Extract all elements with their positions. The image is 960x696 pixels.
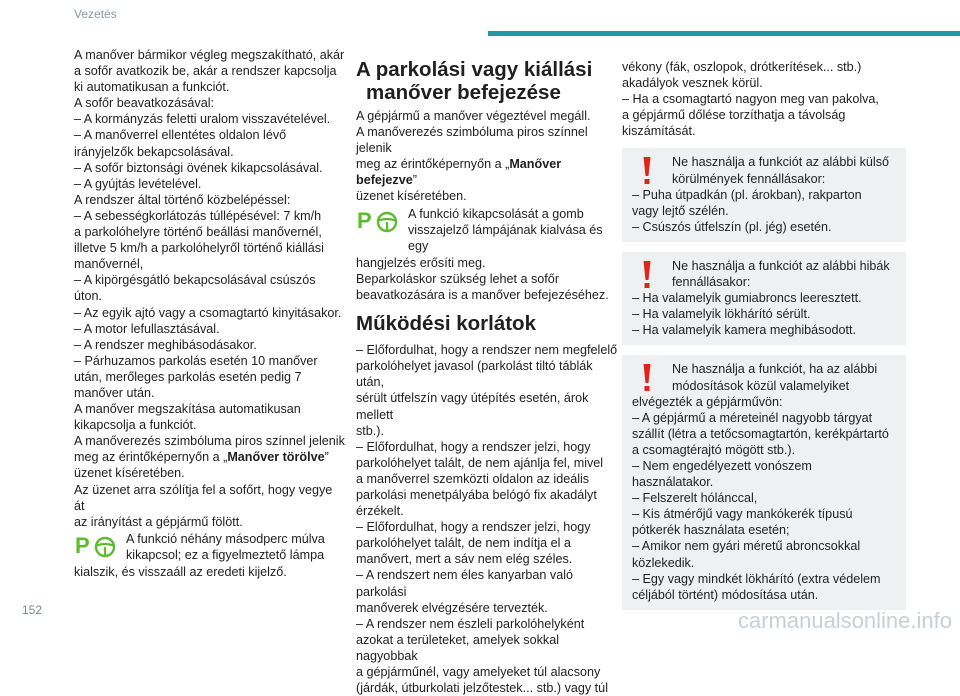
- text-line: az irányítást a gépjármű fölött.: [74, 514, 243, 529]
- text-line: beavatkozására is a manőver befejezéséhez.: [356, 288, 609, 303]
- warning-body-line: – Egy vagy mindkét lökhárító (extra védelem: [632, 571, 881, 586]
- text-line: – A rendszer meghibásodásakor.: [74, 337, 257, 352]
- icon-note-text: [126, 531, 346, 563]
- heading-parking-end: [356, 59, 620, 104]
- text-line: után, merőleges parkolás esetén pedig 7: [74, 369, 302, 384]
- park-assist-icon: [356, 207, 404, 233]
- text-line: visszajelző lámpájának kialvása és egy: [408, 222, 603, 253]
- quote-suffix: ”: [324, 450, 329, 465]
- heading-limitations: Működési korlátok: [356, 312, 536, 336]
- warning-head-line: Ne használja a funkciót, ha az alábbi: [672, 362, 878, 377]
- warning-box: [622, 148, 906, 241]
- text-line: akadályok vesznek körül.: [622, 76, 763, 91]
- limitation-line: – A rendszer nem észleli parkolóhelyként: [356, 616, 585, 631]
- text-line: – A motor lefullasztásával.: [74, 321, 220, 336]
- col2-after-quote: üzenet kíséretében.: [356, 189, 467, 204]
- quote-prefix: meg az érintőképernyőn a „: [356, 157, 510, 172]
- warning-body-line: a csomagtérajtó mögött stb.).: [632, 442, 796, 457]
- text-line: a parkolóhelyre történő beállási manővernél,: [74, 225, 322, 240]
- exclamation-warning-icon: [642, 156, 652, 186]
- warning-head-line: Ne használja a funkciót az alábbi külső: [672, 155, 890, 170]
- limitation-line: parkolóhelyet talált, de nem indítja el a: [356, 536, 571, 551]
- limitation-line: azokat a területeket, amelyek sokkal nagyobbak: [356, 632, 560, 663]
- col2-quote-line: [356, 156, 620, 188]
- text-line: A funkció néhány másodperc múlva: [126, 531, 325, 546]
- col1-icon-note: [74, 531, 346, 563]
- warning-head-line: körülmények fennállásakor:: [672, 171, 826, 186]
- limitation-line: a gépjárműnél, vagy amelyeket túl alacsony: [356, 665, 601, 679]
- text-line: Az üzenet arra szólítja fel a sofőrt, hogy vegye át: [74, 482, 333, 513]
- text-line: A rendszer által történő közbelépéssel:: [74, 192, 291, 207]
- limitation-line: – Előfordulhat, hogy a rendszer jelzi, hogy: [356, 520, 591, 535]
- text-line: A manőverezés szimbóluma piros színnel jelenik: [356, 125, 588, 156]
- svg-text:P: P: [357, 207, 372, 233]
- limitation-line: (járdák, útburkolati jelzőtestek... stb.) vagy túl: [356, 681, 608, 696]
- col1-icon-after: kialszik, és visszaáll az eredeti kijelző.: [74, 565, 287, 579]
- text-line: A manőver bármikor végleg megszakítható, akár: [74, 48, 345, 62]
- col1-text: [74, 47, 346, 449]
- text-line: – A kormányzás feletti uralom visszavételével.: [74, 112, 331, 127]
- watermark: carmanualsonline.info: [737, 608, 952, 633]
- warning-box: [622, 252, 906, 345]
- park-assist-icon: [74, 532, 122, 558]
- text-line: irányjelzők bekapcsolásával.: [74, 144, 234, 159]
- limitation-line: sérült útfelszín vagy útépítés esetén, árok mellett: [356, 391, 589, 422]
- quote-bold: Manőver befejezve: [356, 157, 562, 188]
- limitation-line: – Előfordulhat, hogy a rendszer jelzi, hogy: [356, 439, 591, 454]
- limitation-line: – Előfordulhat, hogy a rendszer nem megfelelő: [356, 343, 618, 358]
- column-2: [356, 59, 620, 696]
- warning-body-line: – Kis átmérőjű vagy mankókerék típusú: [632, 507, 853, 522]
- warning-body-line: céljából történt) módosítása után.: [632, 587, 819, 602]
- page-number: 152: [22, 603, 43, 617]
- limitation-line: parkolóhelyet talált, de nem ajánlja fel, mivel: [356, 455, 604, 470]
- warning-body-line: szállít (létra a tetőcsomagtartón, kerékpártartó: [632, 426, 889, 441]
- warning-head-line: Ne használja a funkciót az alábbi hibák: [672, 258, 890, 273]
- quote-bold: Manőver törölve: [227, 450, 325, 465]
- text-line: Beparkoláskor szükség lehet a sofőr: [356, 271, 560, 286]
- text-line: kiszámítását.: [622, 124, 696, 139]
- column-3: [622, 59, 906, 620]
- text-line: – A sebességkorlátozás túllépésével: 7 km/h: [74, 208, 322, 223]
- warning-heading: [632, 361, 896, 393]
- warnings: [622, 148, 906, 609]
- warning-body-line: – Ha valamelyik gumiabroncs leeresztett.: [632, 291, 862, 306]
- text-line: – Párhuzamos parkolás esetén 10 manőver: [74, 353, 318, 368]
- col3-top-text: [622, 59, 906, 139]
- warning-body-line: pótkerék használata esetén;: [632, 523, 790, 538]
- warning-box: [622, 355, 906, 609]
- text-line: A sofőr beavatkozásával:: [74, 96, 215, 111]
- exclamation-warning-icon: [642, 260, 652, 290]
- warning-body-line: – Puha útpadkán (pl. árokban), rakparton: [632, 187, 862, 202]
- text-line: illetve 5 km/h a parkolóhelyről történő kiállási: [74, 241, 324, 256]
- warning-body-line: elvégezték a gépjárművön:: [632, 394, 783, 409]
- col1-quote-line: [74, 449, 346, 465]
- col2-icon-note: [356, 206, 620, 254]
- warning-body-line: – Felszerelt hólánccal,: [632, 491, 758, 506]
- text-line: A gépjármű a manőver végeztével megáll.: [356, 109, 591, 123]
- column-1: [74, 47, 346, 580]
- limitation-line: stb.).: [356, 423, 384, 438]
- warning-heading: [632, 154, 896, 186]
- text-line: ki automatikusan a funkciót.: [74, 80, 230, 95]
- col1-after-quote: [74, 465, 346, 529]
- warning-body-line: – A gépjármű a méreteinél nagyobb tárgyat: [632, 410, 873, 425]
- quote-prefix: meg az érintőképernyőn a „: [74, 450, 228, 465]
- quote-suffix: ”: [412, 173, 417, 188]
- text-line: A manőver megszakítása automatikusan: [74, 402, 301, 417]
- limitation-line: parkolási menetpályába belógó fix akadályt: [356, 487, 597, 502]
- warning-body-line: – Nem engedélyezett vonószem: [632, 458, 812, 473]
- limitation-line: manőverek elvégzésére tervezték.: [356, 600, 548, 615]
- text-line: A funkció kikapcsolását a gomb: [408, 206, 584, 221]
- limitation-line: a manőverrel szemközti oldalon az ideális: [356, 471, 590, 486]
- text-line: – A kipörgésgátló bekapcsolásával csúszós: [74, 273, 316, 288]
- text-line: üzenet kíséretében.: [74, 466, 185, 481]
- text-line: hangjelzés erősíti meg.: [356, 255, 486, 270]
- text-line: vékony (fák, oszlopok, drótkerítések... stb.): [622, 60, 862, 74]
- col2-intro: [356, 108, 620, 156]
- text-line: kikapcsolja a funkciót.: [74, 418, 197, 433]
- warning-body-line: – Amikor nem gyári méretű abroncsokkal: [632, 539, 861, 554]
- heading-line-2: manőver befejezése: [366, 80, 561, 104]
- header-accent-bar: [488, 31, 960, 36]
- text-line: – Ha a csomagtartó nagyon meg van pakolva,: [622, 92, 879, 107]
- warning-body-line: – Ha valamelyik kamera meghibásodott.: [632, 323, 856, 338]
- text-line: a gépjármű dőlése torzíthatja a távolság: [622, 108, 846, 123]
- text-line: a sofőr avatkozik be, akár a rendszer kapcsolja: [74, 64, 337, 79]
- warning-head-line: fennállásakor:: [672, 275, 751, 290]
- text-line: úton.: [74, 289, 103, 304]
- limitation-line: – A rendszert nem éles kanyarban való parkolási: [356, 568, 574, 599]
- text-line: – Az egyik ajtó vagy a csomagtartó kinyitásakor.: [74, 305, 342, 320]
- icon-note-text: [408, 206, 620, 254]
- warning-body-line: vagy lejtő szélén.: [632, 203, 729, 218]
- warning-body-line: használatakor.: [632, 475, 714, 490]
- text-line: kikapcsol; ez a figyelmeztető lámpa: [126, 547, 325, 562]
- limitation-line: manővert, mert a sáv nem elég széles.: [356, 552, 573, 567]
- text-line: – A gyújtás levételével.: [74, 176, 202, 191]
- text-line: – A sofőr biztonsági övének kikapcsolásával.: [74, 160, 323, 175]
- limitation-line: érzékelt.: [356, 504, 404, 519]
- warning-head-line: módosítások közül valamelyiket: [672, 378, 850, 393]
- col2-icon-after: [356, 255, 620, 303]
- text-line: manőver után.: [74, 385, 155, 400]
- text-line: A manőverezés szimbóluma piros színnel jelenik: [74, 434, 345, 449]
- text-line: – A manőverrel ellentétes oldalon lévő: [74, 128, 287, 143]
- warning-heading: [632, 258, 896, 290]
- limitations-list: [356, 342, 620, 696]
- svg-text:P: P: [75, 532, 90, 558]
- limitation-line: parkolóhelyet javasol (parkolást tiltó táblák után,: [356, 359, 593, 390]
- warning-body-line: – Ha valamelyik lökhárító sérült.: [632, 307, 811, 322]
- text-line: manővernél,: [74, 257, 144, 272]
- exclamation-warning-icon: [642, 363, 652, 393]
- heading-line-1: A parkolási vagy kiállási: [356, 58, 593, 81]
- warning-body-line: – Csúszós útfelszín (pl. jég) esetén.: [632, 219, 832, 234]
- section-title: Vezetés: [74, 7, 117, 21]
- warning-body-line: közlekedik.: [632, 555, 695, 570]
